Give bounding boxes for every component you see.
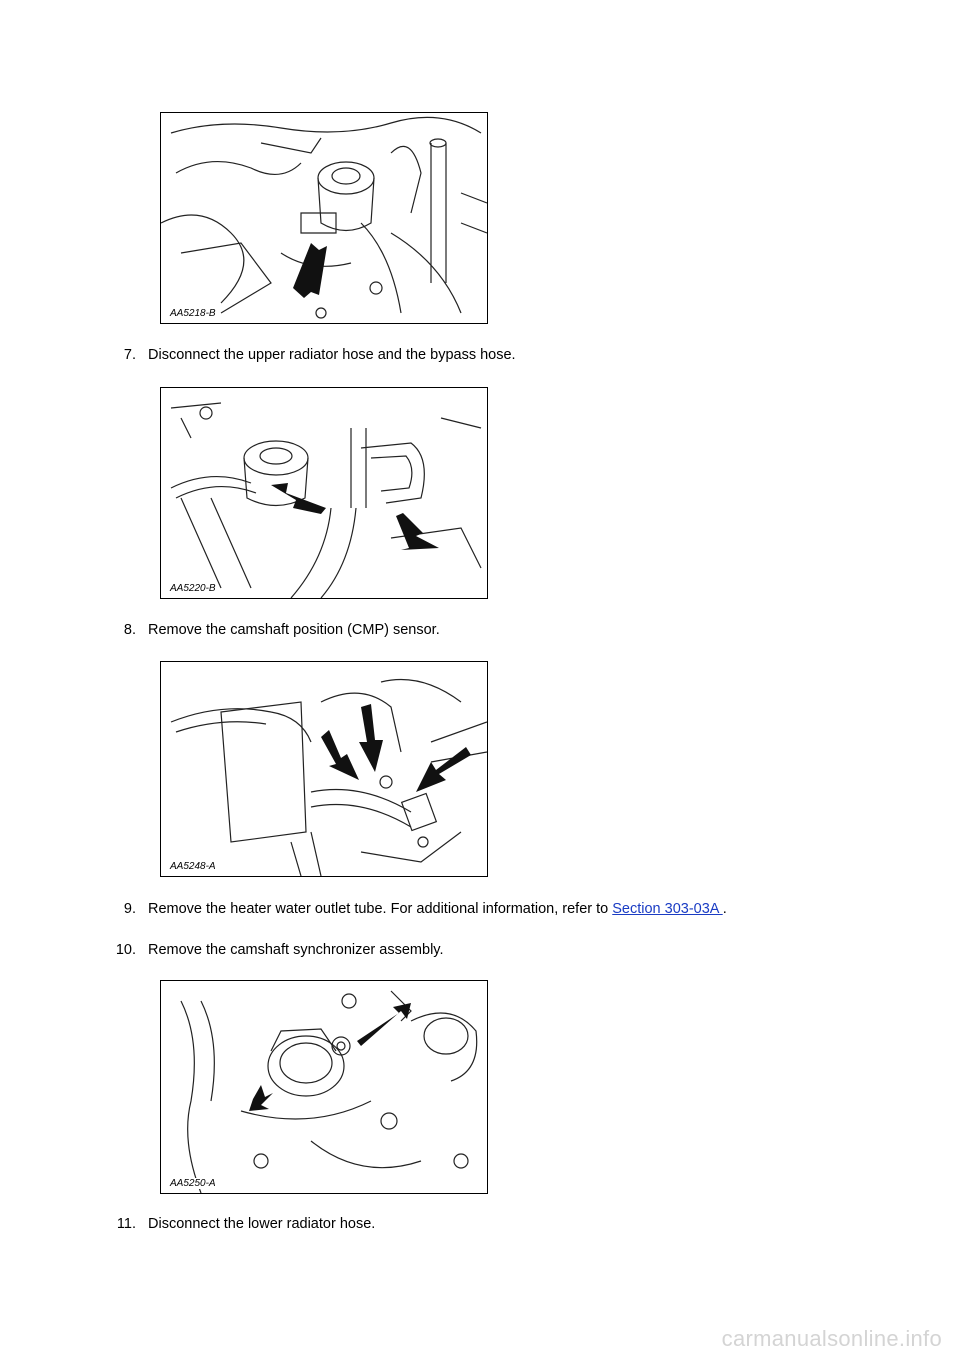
step-9: [100, 900, 727, 918]
watermark: carmanualsonline.info: [721, 1326, 942, 1351]
engine-illustration: [161, 388, 487, 598]
step-7: [100, 346, 516, 364]
engine-illustration: [161, 981, 487, 1193]
step-number: 11.: [116, 1216, 136, 1232]
engine-illustration: [161, 662, 487, 876]
step-8: [100, 621, 440, 639]
figure-label: AA5250-A: [170, 1178, 216, 1189]
step-11: [100, 1215, 375, 1233]
arrow-icon: [359, 704, 383, 772]
step-text: Remove the heater water outlet tube. For additional information, refer to: [148, 901, 613, 917]
section-link[interactable]: Section 303-03A: [612, 901, 723, 917]
arrow-icon: [249, 1085, 273, 1111]
step-text: Disconnect the upper radiator hose and the bypass hose.: [148, 347, 516, 363]
figure-aa5248-a: [160, 661, 488, 877]
figure-label: AA5220-B: [170, 583, 216, 594]
step-number: 7.: [123, 347, 136, 363]
step-text: Remove the camshaft position (CMP) sensor.: [148, 622, 440, 638]
arrow-icon: [357, 1003, 411, 1046]
step-number: 10.: [115, 942, 136, 958]
arrow-icon: [271, 483, 326, 514]
arrow-icon: [321, 730, 359, 780]
step-number: 8.: [123, 622, 136, 638]
figure-label: AA5248-A: [170, 861, 216, 872]
figure-aa5218-b: [160, 112, 488, 324]
figure-aa5220-b: [160, 387, 488, 599]
figure-label: AA5218-B: [170, 308, 216, 319]
step-number: 9.: [123, 901, 136, 917]
step-text: Remove the camshaft synchronizer assembly.: [148, 942, 444, 958]
step-text: Disconnect the lower radiator hose.: [148, 1216, 376, 1232]
arrow-icon: [293, 243, 327, 298]
step-text-end: .: [722, 901, 727, 917]
step-10: [100, 941, 444, 959]
arrow-icon: [416, 747, 471, 792]
engine-illustration: [161, 113, 487, 323]
figure-aa5250-a: [160, 980, 488, 1194]
